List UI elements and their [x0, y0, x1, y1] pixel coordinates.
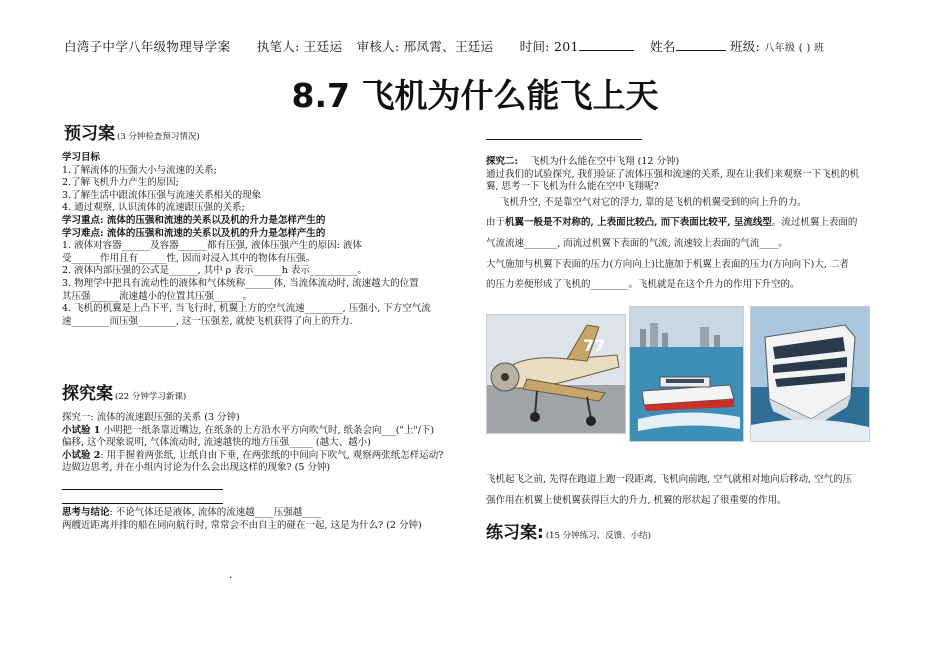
conclusion-block: 思考与结论: 不论气体还是液体, 流体的流速越____压强越____ 两艘近距离并排的船在同向航行时, 常常会不由自主的碰在一起, 这是为什么? (2 分钟) [62, 507, 472, 532]
experiment-1a [62, 425, 472, 438]
ferry-illustration [751, 307, 869, 441]
practice-note: (15 分钟练习、反馈、小结) [545, 531, 651, 541]
inquiry-note: (22 分钟学习新课) [115, 392, 187, 402]
takeoff-paragraph [486, 474, 906, 507]
part2-p3b: 气流流速_______, 而流过机翼下表面的气流, 流速较上表面的气流____。 [486, 237, 788, 249]
part2-p2: 飞机升空, 不是靠空气对它的浮力, 靠的是飞机的机翼受到的向上升的力。 [500, 196, 807, 208]
part2-title: 飞机为什么能在空中飞翔 (12 分钟) [530, 156, 680, 167]
experiment-2a-text: 用手握着两张纸, 让纸自由下垂, 在两张纸的中间向下吹气, 观察两张纸怎样运动? [106, 449, 444, 461]
stray-dot: . [229, 568, 233, 581]
think-text: 不论气体还是液体, 流体的流速越____压强越____ [115, 507, 322, 518]
class-label: 班级: [729, 39, 761, 54]
experiment-2b: 边做边思考, 并在小组内讨论为什么会出现这样的现象? (5 分钟) [62, 462, 331, 474]
page-title: 8.7 飞机为什么能飞上天 [291, 76, 659, 115]
inquiry-heading [62, 379, 186, 404]
experiment-2-label: 小试验 2 [62, 449, 101, 461]
key-point: 学习重点: 流体的压强和流速的关系以及机的升力是怎样产生的 [62, 214, 326, 226]
page-header [64, 37, 824, 55]
hydrofoil-illustration [630, 307, 743, 441]
question-4b: 速________而压强________, 这一压强差, 就使飞机获得了向上的升力. [62, 315, 353, 327]
ferry-photo [750, 306, 870, 442]
goal-2: 2.了解飞机升力产生的原因; [62, 177, 179, 189]
goals-title: 学习目标 [62, 152, 101, 163]
part2-p3a [486, 217, 906, 230]
preview-heading-text: 预习案 [64, 124, 115, 144]
goal-1: 1.了解流体的压强大小与流速的关系; [62, 164, 217, 176]
practice-heading-text: 练习案: [486, 523, 544, 543]
preview-body [62, 152, 472, 328]
name-blank[interactable] [676, 50, 726, 51]
boat-question: 两艘近距离并排的船在同向航行时, 常常会不由自主的碰在一起, 这是为什么? (2 分钟) [62, 519, 422, 531]
hydrofoil-photo [629, 306, 744, 442]
part2-p3a-post: 。流过机翼上表面的 [771, 217, 858, 229]
time-label: 时间: 201 [519, 39, 579, 54]
question-3b: 其压强______流速越小的位置其压强______。 [62, 290, 253, 302]
preview-heading [64, 119, 200, 144]
experiment-1b: 偏移, 这个现象说明, 气体流动时, 流速越快的地方压强_____ (越大、越小) [62, 437, 371, 449]
part1-title: 探究一: 流体的流速跟压强的关系 (3 分钟) [62, 412, 240, 423]
experiment-2a: 小试验 2: 用手握着两张纸, 让纸自由下垂, 在两张纸的中间向下吹气, 观察两张纸怎样运动? [62, 449, 444, 461]
experiment-1a-text: 小明把一纸条靠近嘴边, 在纸条的上方沿水平方向吹气时, 纸条会向___("上"/下) [103, 424, 435, 436]
part2-p3a-pre: 由于 [486, 217, 506, 229]
class-value: 八年级 ( ) 班 [764, 43, 825, 54]
name-label: 姓名 [650, 39, 676, 54]
part2-p4b: 的压力差便形成了飞机的________。飞机就是在这个升力的作用下升空的。 [486, 279, 800, 291]
question-1a: 1. 液体对容器______及容器______都有压强, 液体压强产生的原因: 液体 [62, 240, 362, 252]
airplane-illustration [487, 315, 625, 433]
practice-heading [486, 518, 651, 543]
time-blank[interactable] [579, 50, 634, 51]
airplane-photo [486, 314, 626, 434]
part2-label: 探究二: [486, 156, 519, 167]
goal-3: 3.了解生活中跟流体压强与流速关系相关的现象 [62, 189, 262, 201]
part2-p5b: 强作用在机翼上使机翼获得巨大的升力, 机翼的形状起了很重要的作用。 [486, 494, 787, 506]
experiment-1-label: 小试验 1 [62, 424, 101, 436]
part2-p5a: 飞机起飞之前, 先得在跑道上跑一段距离, 飞机向前跑, 空气就相对地向后移动, 空气的压 [486, 474, 853, 485]
question-1b: 受______作用且有______性, 因而对浸入其中的物体有压强。 [62, 252, 316, 264]
question-3a: 3. 物理学中把具有流动性的液体和气体统称______体, 当流体流动时, 流速越大的位置 [62, 277, 419, 289]
answer-line-1[interactable] [62, 489, 223, 490]
part2-p4a: 大气施加与机翼下表面的压力(方向向上)比施加于机翼上表面的压力(方向向下)大, 二者 [486, 258, 849, 270]
inquiry-body [62, 412, 472, 475]
question-4a: 4. 飞机的机翼是上凸下平, 当飞行时, 机翼上方的空气流速________, 压强小, 下方空气流 [62, 303, 431, 315]
part2-block [486, 156, 906, 292]
reviewer-label: 审核人: 邢凤霄、王廷运 [356, 39, 494, 54]
part2-p1b: 翼, 思考一下飞机为什么能在空中飞翔呢? [486, 181, 659, 193]
think-label: 思考与结论 [62, 507, 110, 518]
plane-number: 77 [583, 336, 606, 355]
writer-label: 执笔人: 王廷运 [256, 39, 343, 54]
preview-answer-line[interactable] [486, 139, 642, 140]
difficulty: 学习难点: 流体的压强和流速的关系以及机的升力是怎样产生的 [62, 227, 326, 239]
part2-p3a-bold: 机翼一般是不对称的, 上表面比较凸, 而下表面比较平, 呈流线型 [505, 217, 772, 229]
preview-note: (3 分钟检查预习情况) [117, 132, 200, 142]
answer-line-2[interactable] [62, 503, 223, 504]
question-2: 2. 液体内部压强的公式是______, 其中 ρ 表示______h 表示__________。 [62, 265, 367, 277]
inquiry-heading-text: 探究案 [62, 384, 113, 404]
goal-4: 4. 通过观察, 认识流体的流速跟压强的关系; [62, 202, 245, 214]
school-title: 白湾子中学八年级物理导学案 [64, 39, 231, 54]
part2-p1a: 通过我们的试验探究, 我们验证了流体压强和流速的关系, 现在让我们来观察一下飞机的机 [486, 168, 860, 180]
